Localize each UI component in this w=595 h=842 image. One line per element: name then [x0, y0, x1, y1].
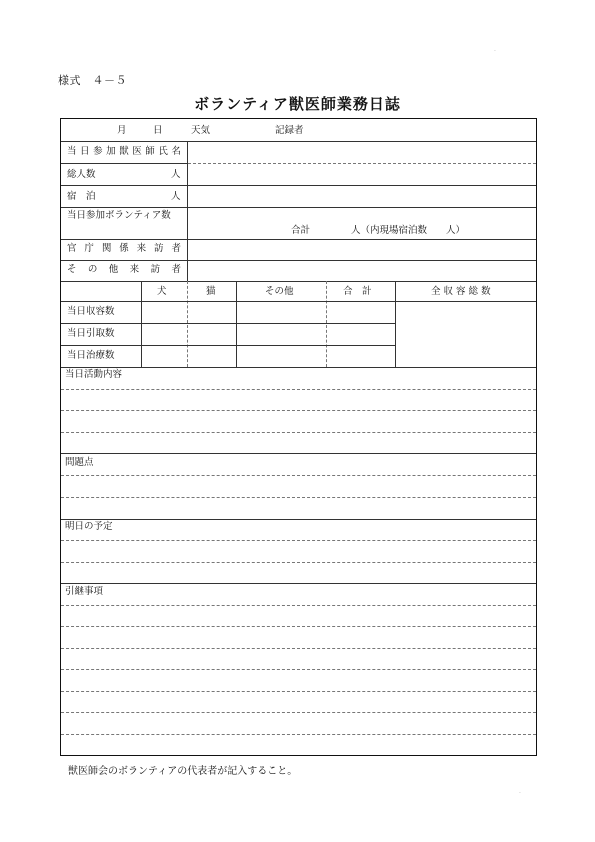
- lodging-label: 宿 泊: [67, 191, 96, 202]
- other-visitors-label: そ の 他 来 訪 者: [67, 264, 181, 275]
- writing-line: [61, 691, 536, 692]
- stats-column-divider: [187, 281, 188, 367]
- writing-line: [61, 389, 536, 390]
- col-cat: 猫: [206, 286, 216, 297]
- row-divider: [61, 207, 536, 208]
- writing-line: [61, 497, 536, 498]
- stats-column-divider: [326, 281, 327, 367]
- col-dog: 犬: [157, 286, 167, 297]
- row-divider: [61, 301, 536, 302]
- writing-line: [188, 163, 536, 164]
- volunteers-attending-label: 当日参加ボランティア数: [67, 210, 171, 221]
- volunteer-total-label: 合計: [291, 225, 311, 236]
- tomorrow-section-label: 明日の予定: [65, 521, 113, 532]
- col-total: 合 計: [343, 286, 372, 297]
- total-people-unit: 人: [171, 169, 181, 180]
- col-other: その他: [265, 286, 294, 297]
- recorder-label: 記録者: [275, 125, 304, 136]
- stats-column-divider: [236, 281, 237, 367]
- stats-column-divider: [141, 281, 142, 367]
- corner-mark: ·: [519, 790, 521, 797]
- handover-section-label: 引継事項: [65, 586, 104, 597]
- corner-mark: ·: [494, 48, 496, 55]
- total-people-label: 総人数: [67, 169, 96, 180]
- writing-line: [61, 475, 536, 476]
- day-label: 日: [153, 125, 163, 136]
- row-divider: [61, 185, 536, 186]
- stats-row-collected: 当日引取数: [67, 328, 115, 339]
- government-visitors-label: 官 庁 関 係 来 訪 者: [67, 243, 181, 254]
- writing-line: [61, 648, 536, 649]
- row-divider: [61, 141, 536, 142]
- section-divider: [61, 519, 536, 520]
- weather-label: 天気: [191, 125, 211, 136]
- section-divider: [61, 583, 536, 584]
- writing-line: [61, 712, 536, 713]
- problems-section-label: 問題点: [65, 457, 94, 468]
- writing-line: [61, 626, 536, 627]
- writing-line: [61, 432, 536, 433]
- month-label: 月: [117, 125, 127, 136]
- row-divider: [61, 323, 395, 324]
- writing-line: [61, 410, 536, 411]
- row-divider: [61, 367, 536, 368]
- stats-column-divider: [395, 281, 396, 367]
- writing-line: [61, 669, 536, 670]
- footer-note: 獣医師会のボランティアの代表者が記入すること。: [68, 766, 298, 777]
- volunteer-total-detail: 人（内現場宿泊数 人）: [351, 225, 466, 236]
- row-divider: [61, 260, 536, 261]
- writing-line: [61, 562, 536, 563]
- stats-row-admitted: 当日収容数: [67, 306, 115, 317]
- stats-row-treated: 当日治療数: [67, 350, 115, 361]
- lodging-unit: 人: [171, 191, 181, 202]
- row-divider: [61, 163, 187, 164]
- log-form: [60, 118, 537, 756]
- row-divider: [61, 281, 536, 282]
- page-title: ボランティア獣医師業務日誌: [194, 95, 401, 113]
- writing-line: [61, 605, 536, 606]
- form-number-label: 様式 ４－５: [58, 74, 127, 87]
- row-divider: [61, 345, 395, 346]
- col-grand-total: 全 収 容 総 数: [431, 286, 491, 297]
- vets-attending-label: 当 日 参 加 獣 医 師 氏 名: [67, 146, 181, 157]
- writing-line: [61, 734, 536, 735]
- row-divider: [61, 239, 536, 240]
- activities-section-label: 当日活動内容: [65, 369, 123, 380]
- writing-line: [61, 540, 536, 541]
- section-divider: [61, 453, 536, 454]
